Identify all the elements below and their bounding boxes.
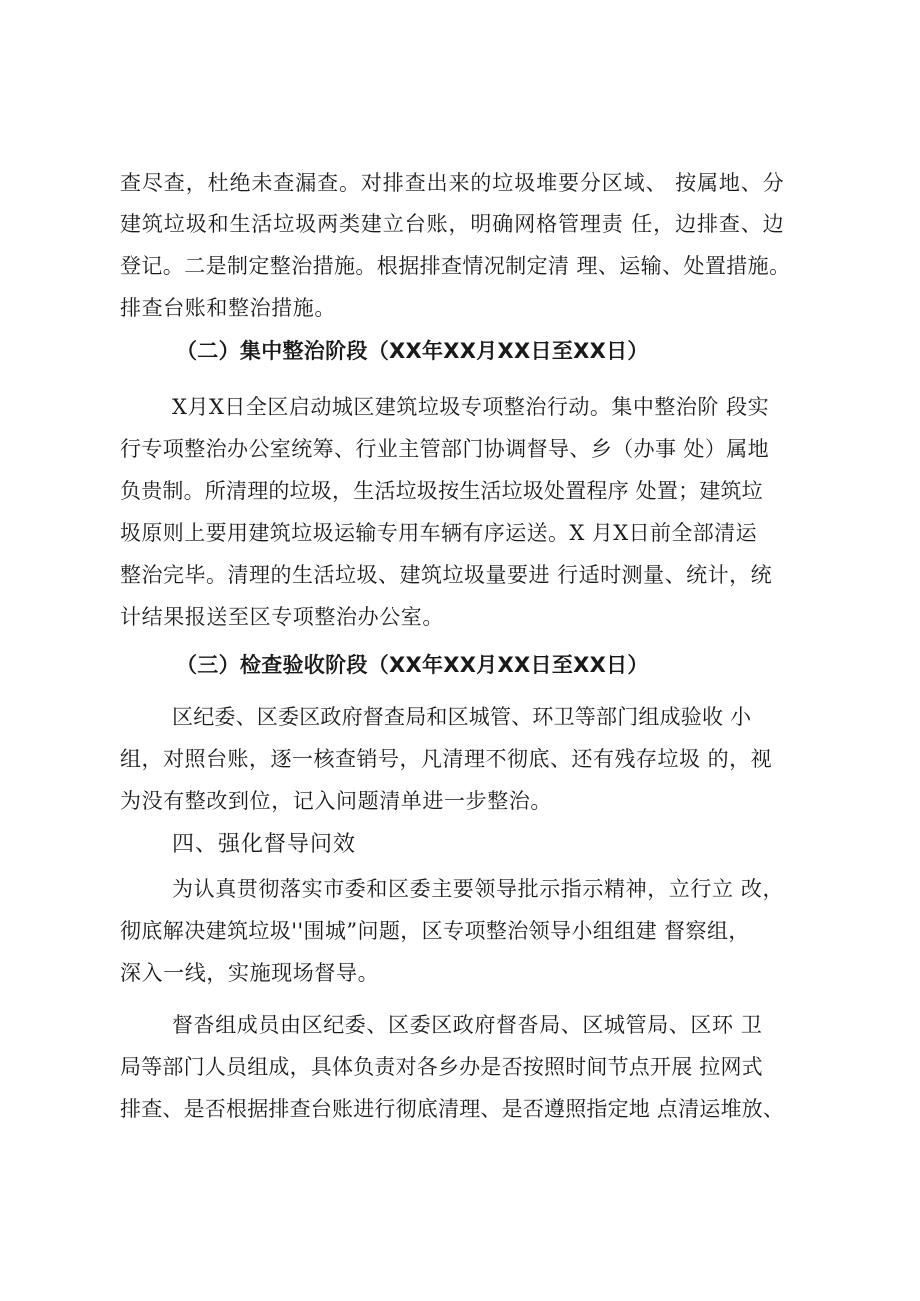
para4-line-2: 彻底解决建筑垃圾''围城”问题，区专项整治领导小组组建 督察组， [120,919,750,943]
para4-line-1: 为认真贯彻落实市委和区委主要领导批示指示精神，立行立 改， [172,877,785,901]
heading-stage-2: （二）集中整治阶段（XX年XX月XX日至XX日） [176,339,649,363]
para2-line-5: 整治完毕。清理的生活垃圾、建筑垃圾量要进 行适时测量、统计，统 [120,563,773,587]
para5-line-3: 排查、是否根据排查台账进行彻底清理、是否遵照指定地 点清运堆放、 [120,1097,785,1121]
para1-line-3: 登记。二是制定整治措施。根据排查情况制定清 理、运输、处置措施。 [120,254,791,278]
para5-line-1: 督沓组成员由区纪委、区委区政府督沓局、区城管局、区环 卫 [172,1013,763,1037]
para3-line-3: 为没有整改到位，记入问题清单进一步整治。 [120,789,552,813]
para1-line-4: 排查台账和整治措施。 [120,296,336,320]
section-4-title: 四、强化督导问效 [172,832,357,857]
para5-line-2: 局等部门人员组成，具体负责对各乡办是否按照时间节点开展 拉网式 [120,1055,763,1079]
para2-line-3: 负贵制。所清理的垃圾，生活垃圾按生活垃圾处置程序 处置；建筑垃 [120,479,763,503]
para3-line-1: 区纪委、区委区政府督查局和区城管、环卫等部门组成验收 小 [172,705,752,729]
para1-line-1: 查尽查，杜绝未查漏查。对排查出来的垃圾堆要分区域、 按属地、分 [120,171,785,195]
para4-line-3: 深入一线，实施现场督导。 [120,961,380,985]
para1-line-2: 建筑垃圾和生活垃圾两类建立台账，明确网格管理责 任，边排查、边 [120,212,785,236]
heading-stage-3: （三）检查验收阶段（XX年XX月XX日至XX日） [176,653,649,677]
para2-line-1: X月X日全区启动城区建筑垃圾专项整治行动。集中整治阶 段实 [172,395,770,419]
para2-line-4: 圾原则上要用建筑垃圾运输专用车辆有序运送。X 月X日前全部清运 [120,521,757,545]
para3-line-2: 组，对照台账，逐一核查销号，凡清理不彻底、还有残存垃圾 的，视 [120,747,773,771]
para2-line-2: 行专项整治办公室统筹、行业主管部门协调督导、乡（办事 处）属地 [120,437,770,461]
para2-line-6: 计结果报送至区专项整治办公室。 [120,605,444,629]
